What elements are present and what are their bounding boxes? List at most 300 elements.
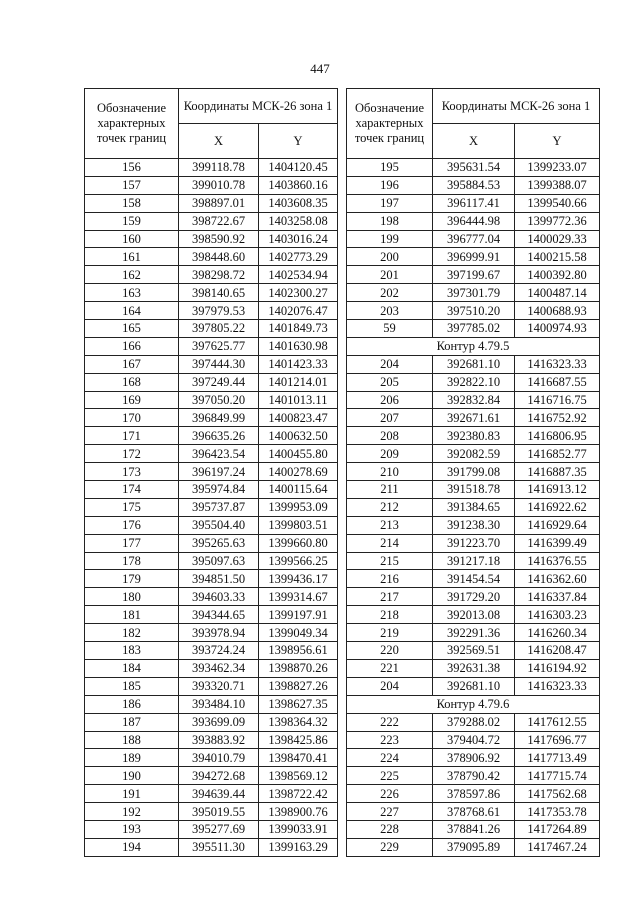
x-coordinate-cell: 394010.79 (179, 749, 259, 767)
y-coordinate-cell: 1399049.34 (259, 624, 338, 642)
table-row (347, 355, 600, 373)
point-id-cell: 208 (347, 427, 433, 445)
point-id-cell: 160 (85, 230, 179, 248)
x-coordinate-cell: 391217.18 (433, 552, 515, 570)
table-row (85, 194, 338, 212)
point-id-cell: 192 (85, 803, 179, 821)
table-row (85, 373, 338, 391)
point-id-cell: 195 (347, 159, 433, 177)
table-row (347, 445, 600, 463)
table-row (347, 427, 600, 445)
x-coordinate-cell: 392671.61 (433, 409, 515, 427)
y-coordinate-cell: 1402534.94 (259, 266, 338, 284)
y-coordinate-cell: 1398900.76 (259, 803, 338, 821)
x-coordinate-cell: 392013.08 (433, 606, 515, 624)
x-coordinate-cell: 394272.68 (179, 767, 259, 785)
y-coordinate-cell: 1401849.73 (259, 320, 338, 338)
y-coordinate-cell: 1398827.26 (259, 677, 338, 695)
point-id-cell: 161 (85, 248, 179, 266)
point-id-cell: 165 (85, 320, 179, 338)
table-row (85, 498, 338, 516)
x-coordinate-cell: 397050.20 (179, 391, 259, 409)
y-coordinate-cell: 1400115.64 (259, 481, 338, 499)
coordinates-table-right (346, 88, 600, 857)
y-coordinate-cell: 1399953.09 (259, 498, 338, 516)
y-coordinate-cell: 1399233.07 (515, 159, 600, 177)
contour-row (347, 337, 600, 355)
x-coordinate-cell: 394344.65 (179, 606, 259, 624)
y-coordinate-cell: 1400487.14 (515, 284, 600, 302)
x-coordinate-cell: 392681.10 (433, 677, 515, 695)
y-coordinate-cell: 1416323.33 (515, 677, 600, 695)
x-coordinate-cell: 393978.94 (179, 624, 259, 642)
x-coordinate-cell: 395974.84 (179, 481, 259, 499)
point-id-cell: 204 (347, 355, 433, 373)
table-row (85, 570, 338, 588)
table-row (85, 516, 338, 534)
table-row (347, 248, 600, 266)
point-id-cell: 226 (347, 785, 433, 803)
table-row (85, 838, 338, 856)
x-coordinate-cell: 396197.24 (179, 463, 259, 481)
x-coordinate-cell: 378841.26 (433, 820, 515, 838)
x-coordinate-cell: 392291.36 (433, 624, 515, 642)
contour-label: Контур 4.79.6 (347, 695, 600, 713)
x-coordinate-cell: 391238.30 (433, 516, 515, 534)
point-id-cell: 191 (85, 785, 179, 803)
x-coordinate-cell: 393320.71 (179, 677, 259, 695)
table-row (347, 302, 600, 320)
y-coordinate-cell: 1399163.29 (259, 838, 338, 856)
table-row (85, 642, 338, 660)
y-coordinate-cell: 1400974.93 (515, 320, 600, 338)
point-id-cell: 210 (347, 463, 433, 481)
y-coordinate-cell: 1401214.01 (259, 373, 338, 391)
y-coordinate-cell: 1400632.50 (259, 427, 338, 445)
x-coordinate-cell: 398722.67 (179, 212, 259, 230)
point-id-cell: 164 (85, 302, 179, 320)
point-id-cell: 174 (85, 481, 179, 499)
table-row (85, 159, 338, 177)
point-id-cell: 223 (347, 731, 433, 749)
point-id-cell: 158 (85, 194, 179, 212)
y-coordinate-cell: 1416922.62 (515, 498, 600, 516)
point-id-cell: 216 (347, 570, 433, 588)
y-coordinate-cell: 1417612.55 (515, 713, 600, 731)
point-id-cell: 229 (347, 838, 433, 856)
x-coordinate-cell: 396777.04 (433, 230, 515, 248)
x-coordinate-cell: 391729.20 (433, 588, 515, 606)
y-coordinate-cell: 1398470.41 (259, 749, 338, 767)
x-coordinate-cell: 379095.89 (433, 838, 515, 856)
table-row (85, 409, 338, 427)
y-coordinate-cell: 1403608.35 (259, 194, 338, 212)
x-coordinate-cell: 392832.84 (433, 391, 515, 409)
y-coordinate-cell: 1400278.69 (259, 463, 338, 481)
table-row (85, 302, 338, 320)
y-coordinate-cell: 1399314.67 (259, 588, 338, 606)
y-coordinate-cell: 1416716.75 (515, 391, 600, 409)
point-id-cell: 200 (347, 248, 433, 266)
y-coordinate-cell: 1401423.33 (259, 355, 338, 373)
page-number: 447 (310, 61, 330, 76)
point-id-cell: 205 (347, 373, 433, 391)
y-coordinate-cell: 1399033.91 (259, 820, 338, 838)
table-row (347, 284, 600, 302)
y-coordinate-cell: 1402773.29 (259, 248, 338, 266)
y-coordinate-cell: 1416687.55 (515, 373, 600, 391)
y-coordinate-cell: 1398425.86 (259, 731, 338, 749)
table-row (347, 212, 600, 230)
table-row (85, 552, 338, 570)
y-coordinate-cell: 1416323.33 (515, 355, 600, 373)
y-coordinate-cell: 1400688.93 (515, 302, 600, 320)
x-coordinate-cell: 393699.09 (179, 713, 259, 731)
point-id-cell: 224 (347, 749, 433, 767)
table-row (85, 624, 338, 642)
table-row (85, 677, 338, 695)
point-id-cell: 178 (85, 552, 179, 570)
table-row (85, 337, 338, 355)
point-id-cell: 198 (347, 212, 433, 230)
x-coordinate-cell: 397625.77 (179, 337, 259, 355)
point-id-cell: 59 (347, 320, 433, 338)
point-id-cell: 183 (85, 642, 179, 660)
point-id-cell: 225 (347, 767, 433, 785)
table-row (85, 391, 338, 409)
x-coordinate-cell: 395631.54 (433, 159, 515, 177)
point-id-cell: 209 (347, 445, 433, 463)
x-coordinate-cell: 398140.65 (179, 284, 259, 302)
header-x: X (179, 124, 259, 159)
header-point-designation: Обозначение характерных точек границ (85, 89, 179, 159)
x-coordinate-cell: 397979.53 (179, 302, 259, 320)
table-row (347, 838, 600, 856)
x-coordinate-cell: 396635.26 (179, 427, 259, 445)
point-id-cell: 157 (85, 176, 179, 194)
point-id-cell: 219 (347, 624, 433, 642)
point-id-cell: 213 (347, 516, 433, 534)
header-y: Y (259, 124, 338, 159)
y-coordinate-cell: 1400029.33 (515, 230, 600, 248)
x-coordinate-cell: 395277.69 (179, 820, 259, 838)
table-row (347, 803, 600, 821)
point-id-cell: 180 (85, 588, 179, 606)
table-row (347, 588, 600, 606)
table-row (347, 391, 600, 409)
point-id-cell: 194 (85, 838, 179, 856)
point-id-cell: 214 (347, 534, 433, 552)
table-row (85, 212, 338, 230)
y-coordinate-cell: 1403016.24 (259, 230, 338, 248)
table-row (85, 803, 338, 821)
contour-row (347, 695, 600, 713)
y-coordinate-cell: 1402076.47 (259, 302, 338, 320)
table-row (347, 159, 600, 177)
table-row (85, 820, 338, 838)
y-coordinate-cell: 1401013.11 (259, 391, 338, 409)
point-id-cell: 170 (85, 409, 179, 427)
header-y: Y (515, 124, 600, 159)
y-coordinate-cell: 1417467.24 (515, 838, 600, 856)
y-coordinate-cell: 1400823.47 (259, 409, 338, 427)
point-id-cell: 211 (347, 481, 433, 499)
y-coordinate-cell: 1417264.89 (515, 820, 600, 838)
y-coordinate-cell: 1416362.60 (515, 570, 600, 588)
table-row (347, 194, 600, 212)
point-id-cell: 197 (347, 194, 433, 212)
table-row (347, 785, 600, 803)
y-coordinate-cell: 1416376.55 (515, 552, 600, 570)
point-id-cell: 193 (85, 820, 179, 838)
point-id-cell: 215 (347, 552, 433, 570)
x-coordinate-cell: 391518.78 (433, 481, 515, 499)
table-row (85, 713, 338, 731)
point-id-cell: 185 (85, 677, 179, 695)
x-coordinate-cell: 399010.78 (179, 176, 259, 194)
table-row (85, 785, 338, 803)
x-coordinate-cell: 398298.72 (179, 266, 259, 284)
y-coordinate-cell: 1399772.36 (515, 212, 600, 230)
y-coordinate-cell: 1398627.35 (259, 695, 338, 713)
y-coordinate-cell: 1398569.12 (259, 767, 338, 785)
coordinates-table-left (84, 88, 338, 857)
table-row (85, 606, 338, 624)
table-row (347, 534, 600, 552)
header-coordinate-system: Координаты МСК-26 зона 1 (433, 89, 600, 124)
y-coordinate-cell: 1398722.42 (259, 785, 338, 803)
x-coordinate-cell: 397805.22 (179, 320, 259, 338)
point-id-cell: 221 (347, 659, 433, 677)
x-coordinate-cell: 395504.40 (179, 516, 259, 534)
table-row (347, 498, 600, 516)
table-row (85, 445, 338, 463)
y-coordinate-cell: 1399540.66 (515, 194, 600, 212)
point-id-cell: 222 (347, 713, 433, 731)
point-id-cell: 167 (85, 355, 179, 373)
y-coordinate-cell: 1399566.25 (259, 552, 338, 570)
x-coordinate-cell: 393883.92 (179, 731, 259, 749)
table-row (85, 284, 338, 302)
table-row (85, 463, 338, 481)
x-coordinate-cell: 398897.01 (179, 194, 259, 212)
y-coordinate-cell: 1416929.64 (515, 516, 600, 534)
x-coordinate-cell: 379404.72 (433, 731, 515, 749)
table-row (347, 749, 600, 767)
x-coordinate-cell: 394639.44 (179, 785, 259, 803)
point-id-cell: 189 (85, 749, 179, 767)
x-coordinate-cell: 398590.92 (179, 230, 259, 248)
x-coordinate-cell: 399118.78 (179, 159, 259, 177)
point-id-cell: 212 (347, 498, 433, 516)
table-row (85, 176, 338, 194)
point-id-cell: 163 (85, 284, 179, 302)
y-coordinate-cell: 1398956.61 (259, 642, 338, 660)
header-coordinate-system: Координаты МСК-26 зона 1 (179, 89, 338, 124)
table-row (347, 552, 600, 570)
x-coordinate-cell: 393484.10 (179, 695, 259, 713)
y-coordinate-cell: 1400455.80 (259, 445, 338, 463)
point-id-cell: 218 (347, 606, 433, 624)
point-id-cell: 196 (347, 176, 433, 194)
point-id-cell: 201 (347, 266, 433, 284)
x-coordinate-cell: 396423.54 (179, 445, 259, 463)
y-coordinate-cell: 1404120.45 (259, 159, 338, 177)
point-id-cell: 169 (85, 391, 179, 409)
table-row (347, 320, 600, 338)
point-id-cell: 159 (85, 212, 179, 230)
x-coordinate-cell: 391384.65 (433, 498, 515, 516)
y-coordinate-cell: 1416208.47 (515, 642, 600, 660)
y-coordinate-cell: 1416913.12 (515, 481, 600, 499)
table-row (347, 481, 600, 499)
table-row (347, 820, 600, 838)
x-coordinate-cell: 378597.86 (433, 785, 515, 803)
x-coordinate-cell: 398448.60 (179, 248, 259, 266)
point-id-cell: 188 (85, 731, 179, 749)
x-coordinate-cell: 392631.38 (433, 659, 515, 677)
x-coordinate-cell: 379288.02 (433, 713, 515, 731)
y-coordinate-cell: 1416852.77 (515, 445, 600, 463)
point-id-cell: 217 (347, 588, 433, 606)
x-coordinate-cell: 392822.10 (433, 373, 515, 391)
table-row (85, 320, 338, 338)
table-row (85, 588, 338, 606)
x-coordinate-cell: 397301.79 (433, 284, 515, 302)
x-coordinate-cell: 397510.20 (433, 302, 515, 320)
y-coordinate-cell: 1416337.84 (515, 588, 600, 606)
x-coordinate-cell: 397444.30 (179, 355, 259, 373)
y-coordinate-cell: 1399436.17 (259, 570, 338, 588)
table-row (85, 427, 338, 445)
table-row (85, 749, 338, 767)
table-row (85, 355, 338, 373)
y-coordinate-cell: 1417713.49 (515, 749, 600, 767)
y-coordinate-cell: 1417696.77 (515, 731, 600, 749)
table-row (347, 767, 600, 785)
table-row (347, 266, 600, 284)
table-row (347, 731, 600, 749)
point-id-cell: 162 (85, 266, 179, 284)
table-row (347, 677, 600, 695)
point-id-cell: 181 (85, 606, 179, 624)
point-id-cell: 179 (85, 570, 179, 588)
table-row (347, 570, 600, 588)
table-row (347, 373, 600, 391)
point-id-cell: 166 (85, 337, 179, 355)
table-row (85, 731, 338, 749)
table-row (347, 516, 600, 534)
point-id-cell: 220 (347, 642, 433, 660)
x-coordinate-cell: 395019.55 (179, 803, 259, 821)
y-coordinate-cell: 1400215.58 (515, 248, 600, 266)
point-id-cell: 176 (85, 516, 179, 534)
x-coordinate-cell: 393462.34 (179, 659, 259, 677)
header-x: X (433, 124, 515, 159)
point-id-cell: 168 (85, 373, 179, 391)
x-coordinate-cell: 392569.51 (433, 642, 515, 660)
point-id-cell: 203 (347, 302, 433, 320)
x-coordinate-cell: 396849.99 (179, 409, 259, 427)
table-row (85, 266, 338, 284)
y-coordinate-cell: 1417715.74 (515, 767, 600, 785)
x-coordinate-cell: 394851.50 (179, 570, 259, 588)
y-coordinate-cell: 1403860.16 (259, 176, 338, 194)
table-row (347, 606, 600, 624)
x-coordinate-cell: 392380.83 (433, 427, 515, 445)
point-id-cell: 156 (85, 159, 179, 177)
x-coordinate-cell: 391223.70 (433, 534, 515, 552)
x-coordinate-cell: 392681.10 (433, 355, 515, 373)
table-row (347, 230, 600, 248)
x-coordinate-cell: 397249.44 (179, 373, 259, 391)
x-coordinate-cell: 392082.59 (433, 445, 515, 463)
x-coordinate-cell: 395511.30 (179, 838, 259, 856)
table-row (85, 659, 338, 677)
table-row (347, 624, 600, 642)
x-coordinate-cell: 396117.41 (433, 194, 515, 212)
point-id-cell: 206 (347, 391, 433, 409)
point-id-cell: 187 (85, 713, 179, 731)
y-coordinate-cell: 1401630.98 (259, 337, 338, 355)
point-id-cell: 182 (85, 624, 179, 642)
y-coordinate-cell: 1403258.08 (259, 212, 338, 230)
point-id-cell: 190 (85, 767, 179, 785)
y-coordinate-cell: 1416399.49 (515, 534, 600, 552)
x-coordinate-cell: 396999.91 (433, 248, 515, 266)
y-coordinate-cell: 1416194.92 (515, 659, 600, 677)
table-row (85, 767, 338, 785)
x-coordinate-cell: 393724.24 (179, 642, 259, 660)
y-coordinate-cell: 1398364.32 (259, 713, 338, 731)
y-coordinate-cell: 1416887.35 (515, 463, 600, 481)
y-coordinate-cell: 1399803.51 (259, 516, 338, 534)
point-id-cell: 177 (85, 534, 179, 552)
table-row (347, 463, 600, 481)
point-id-cell: 172 (85, 445, 179, 463)
y-coordinate-cell: 1416752.92 (515, 409, 600, 427)
table-row (85, 230, 338, 248)
point-id-cell: 227 (347, 803, 433, 821)
point-id-cell: 204 (347, 677, 433, 695)
x-coordinate-cell: 395884.53 (433, 176, 515, 194)
point-id-cell: 199 (347, 230, 433, 248)
y-coordinate-cell: 1398870.26 (259, 659, 338, 677)
contour-label: Контур 4.79.5 (347, 337, 600, 355)
y-coordinate-cell: 1416806.95 (515, 427, 600, 445)
point-id-cell: 184 (85, 659, 179, 677)
x-coordinate-cell: 378906.92 (433, 749, 515, 767)
y-coordinate-cell: 1400392.80 (515, 266, 600, 284)
y-coordinate-cell: 1416260.34 (515, 624, 600, 642)
x-coordinate-cell: 397199.67 (433, 266, 515, 284)
point-id-cell: 202 (347, 284, 433, 302)
x-coordinate-cell: 378790.42 (433, 767, 515, 785)
x-coordinate-cell: 391454.54 (433, 570, 515, 588)
point-id-cell: 186 (85, 695, 179, 713)
y-coordinate-cell: 1399197.91 (259, 606, 338, 624)
table-row (85, 248, 338, 266)
y-coordinate-cell: 1399660.80 (259, 534, 338, 552)
x-coordinate-cell: 391799.08 (433, 463, 515, 481)
table-row (85, 534, 338, 552)
table-row (347, 176, 600, 194)
x-coordinate-cell: 397785.02 (433, 320, 515, 338)
y-coordinate-cell: 1402300.27 (259, 284, 338, 302)
point-id-cell: 175 (85, 498, 179, 516)
table-row (347, 642, 600, 660)
table-row (347, 409, 600, 427)
